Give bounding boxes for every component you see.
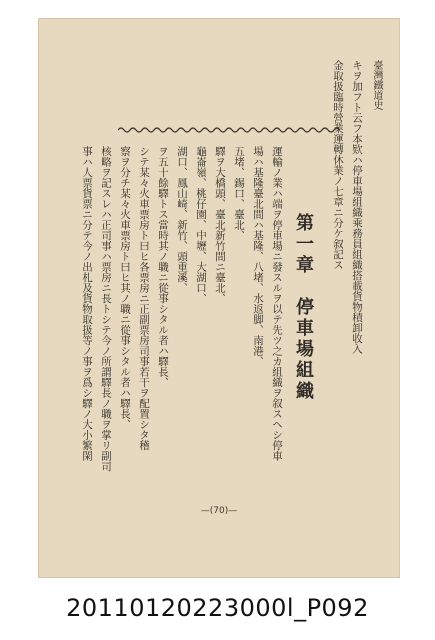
body-line-7: ヲ五十餘驛トス當時其ノ職ニ從事シタル者ハ驛長、 <box>157 146 169 388</box>
body-line-11: 事ハ人票貨票ニ分テ今ノ出札及貨物取扱等ノ事ヲ爲シ驛ノ大小繁閑 <box>81 146 93 461</box>
running-header: 臺灣鐵道史 <box>371 60 382 110</box>
body-line-6: 湖口、鳳山崎、新竹、頭重溪、 <box>176 146 188 293</box>
wavy-divider <box>118 126 340 134</box>
body-line-2: 場ハ基隆臺北間ハ基隆、八堵、水返脚、南港、 <box>252 146 264 367</box>
body-line-3: 五堵、錫口、臺北、 <box>233 146 245 241</box>
book-page <box>38 18 400 578</box>
image-id-caption: 20110120223000l_P092 <box>66 594 369 622</box>
page-number: —(70)— <box>200 506 238 516</box>
intro-line-2: 金取扱臨時營業運轉休業ノ七章ニ分ケ叙記ス <box>332 60 344 270</box>
chapter-heading: 第一章 停車場組織 <box>293 213 314 402</box>
intro-line-1: キヲ加フト云フ本欵ハ停車場組織乘務員組織搭載貨物積卸收入 <box>351 60 363 354</box>
body-line-1: 運輸ノ業ハ端ヲ停車場ニ發スルヲ以テ先ツ之カ組織ヲ叙スヘシ停車 <box>271 146 283 461</box>
body-line-5: 龜崙嶺、桃仔園、中壢、大湖口、 <box>195 146 207 304</box>
body-line-10: 核略ヲ記スレハ正司事ハ票房ニ長トシテ今ノ所謂驛長ノ職ヲ掌リ副司 <box>100 146 112 472</box>
body-line-8: シテ某々火車票房ト曰ヒ各票房ニ正副票房司事若干ヲ配置シタ稽 <box>138 146 150 451</box>
body-line-9: 察ヲ分チ某々火車票房ト曰ヒ其ノ職ニ從事シタル者ハ驛長、 <box>119 146 131 430</box>
body-line-4: 驛ヲ大橋頭、臺北新竹間ニ臺北、 <box>214 146 226 304</box>
